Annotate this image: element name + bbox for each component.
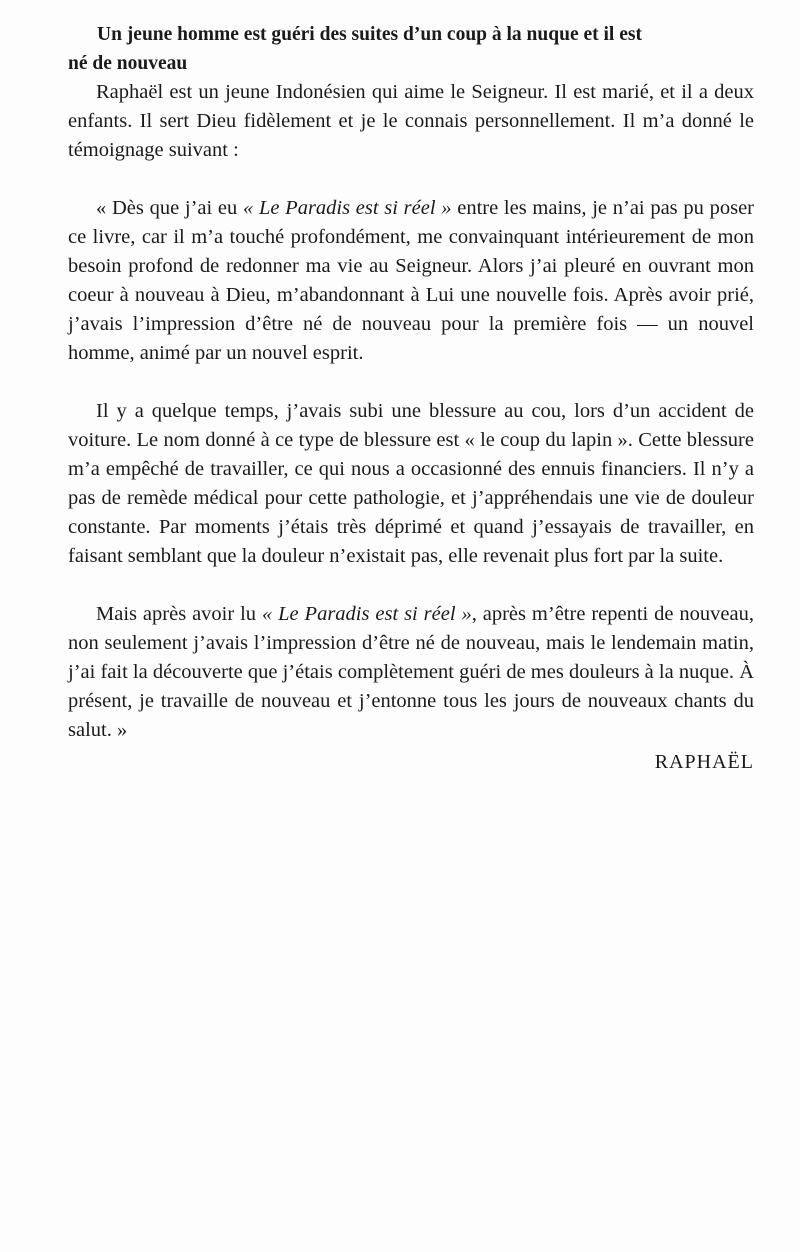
p1-book-title: « Le Paradis est si réel » — [242, 197, 452, 219]
paragraph-gap — [68, 571, 754, 600]
p1-text-before: « Dès que j’ai eu — [96, 197, 243, 219]
section-heading — [68, 20, 754, 78]
testimony-paragraph-2: Il y a quelque temps, j’avais subi une blessure au cou, lors d’un accident de voiture. Le nom donné à ce type de blessure est « le coup du lapin ». Cette blessure m’a empêché de travailler, ce qui nous a occasionné des ennuis financiers. Il n’y a pas de remède médical pour cette pathologie, et j’appréhendais une vie de douleur constante. Par moments j’étais très déprimé et quand j’essayais de travailler, en faisant semblant que la douleur n’existait pas, elle revenait plus fort par la suite. — [68, 400, 754, 567]
testimony-paragraph-1 — [68, 194, 754, 368]
p3-text-after: , après m’être repenti de nouveau, non seulement j’avais l’impression d’être né de nouveau, mais le lendemain matin, j’ai fait la découverte que j’étais complètement guéri de mes douleurs à la nuque. À présent, je travaille de nouveau et j’entonne tous les jours de nouveaux chants du salut. » — [68, 603, 754, 741]
p3-book-title: « Le Paradis est si réel » — [261, 603, 472, 625]
heading-line-1: Un jeune homme est guéri des suites d’un coup à la nuque et il est — [97, 24, 642, 45]
heading-line-2: né de nouveau — [68, 53, 188, 74]
document-content — [68, 20, 754, 774]
paragraph-gap — [68, 368, 754, 397]
paragraph-gap — [68, 165, 754, 194]
p1-text-after: entre les mains, je n’ai pas pu poser ce livre, car il m’a touché profondément, me convainquant intérieurement de mon besoin profond de redonner ma vie au Seigneur. Alors j’ai pleuré en ouvrant mon coeur à nouveau à Dieu, m’abandonnant à Lui une nouvelle fois. Après avoir prié, j’avais l’impression d’être né de nouveau pour la première fois — un nouvel homme, animé par un nouvel esprit. — [68, 197, 754, 364]
p3-text-before: Mais après avoir lu — [96, 603, 262, 625]
testimony-paragraph-3 — [68, 600, 754, 745]
signature: RAPHAËL — [654, 751, 754, 773]
intro-paragraph: Raphaël est un jeune Indonésien qui aime le Seigneur. Il est marié, et il a deux enfants. Il sert Dieu fidèlement et je le connais personnellement. Il m’a donné le témoignage suivant : — [68, 81, 754, 161]
